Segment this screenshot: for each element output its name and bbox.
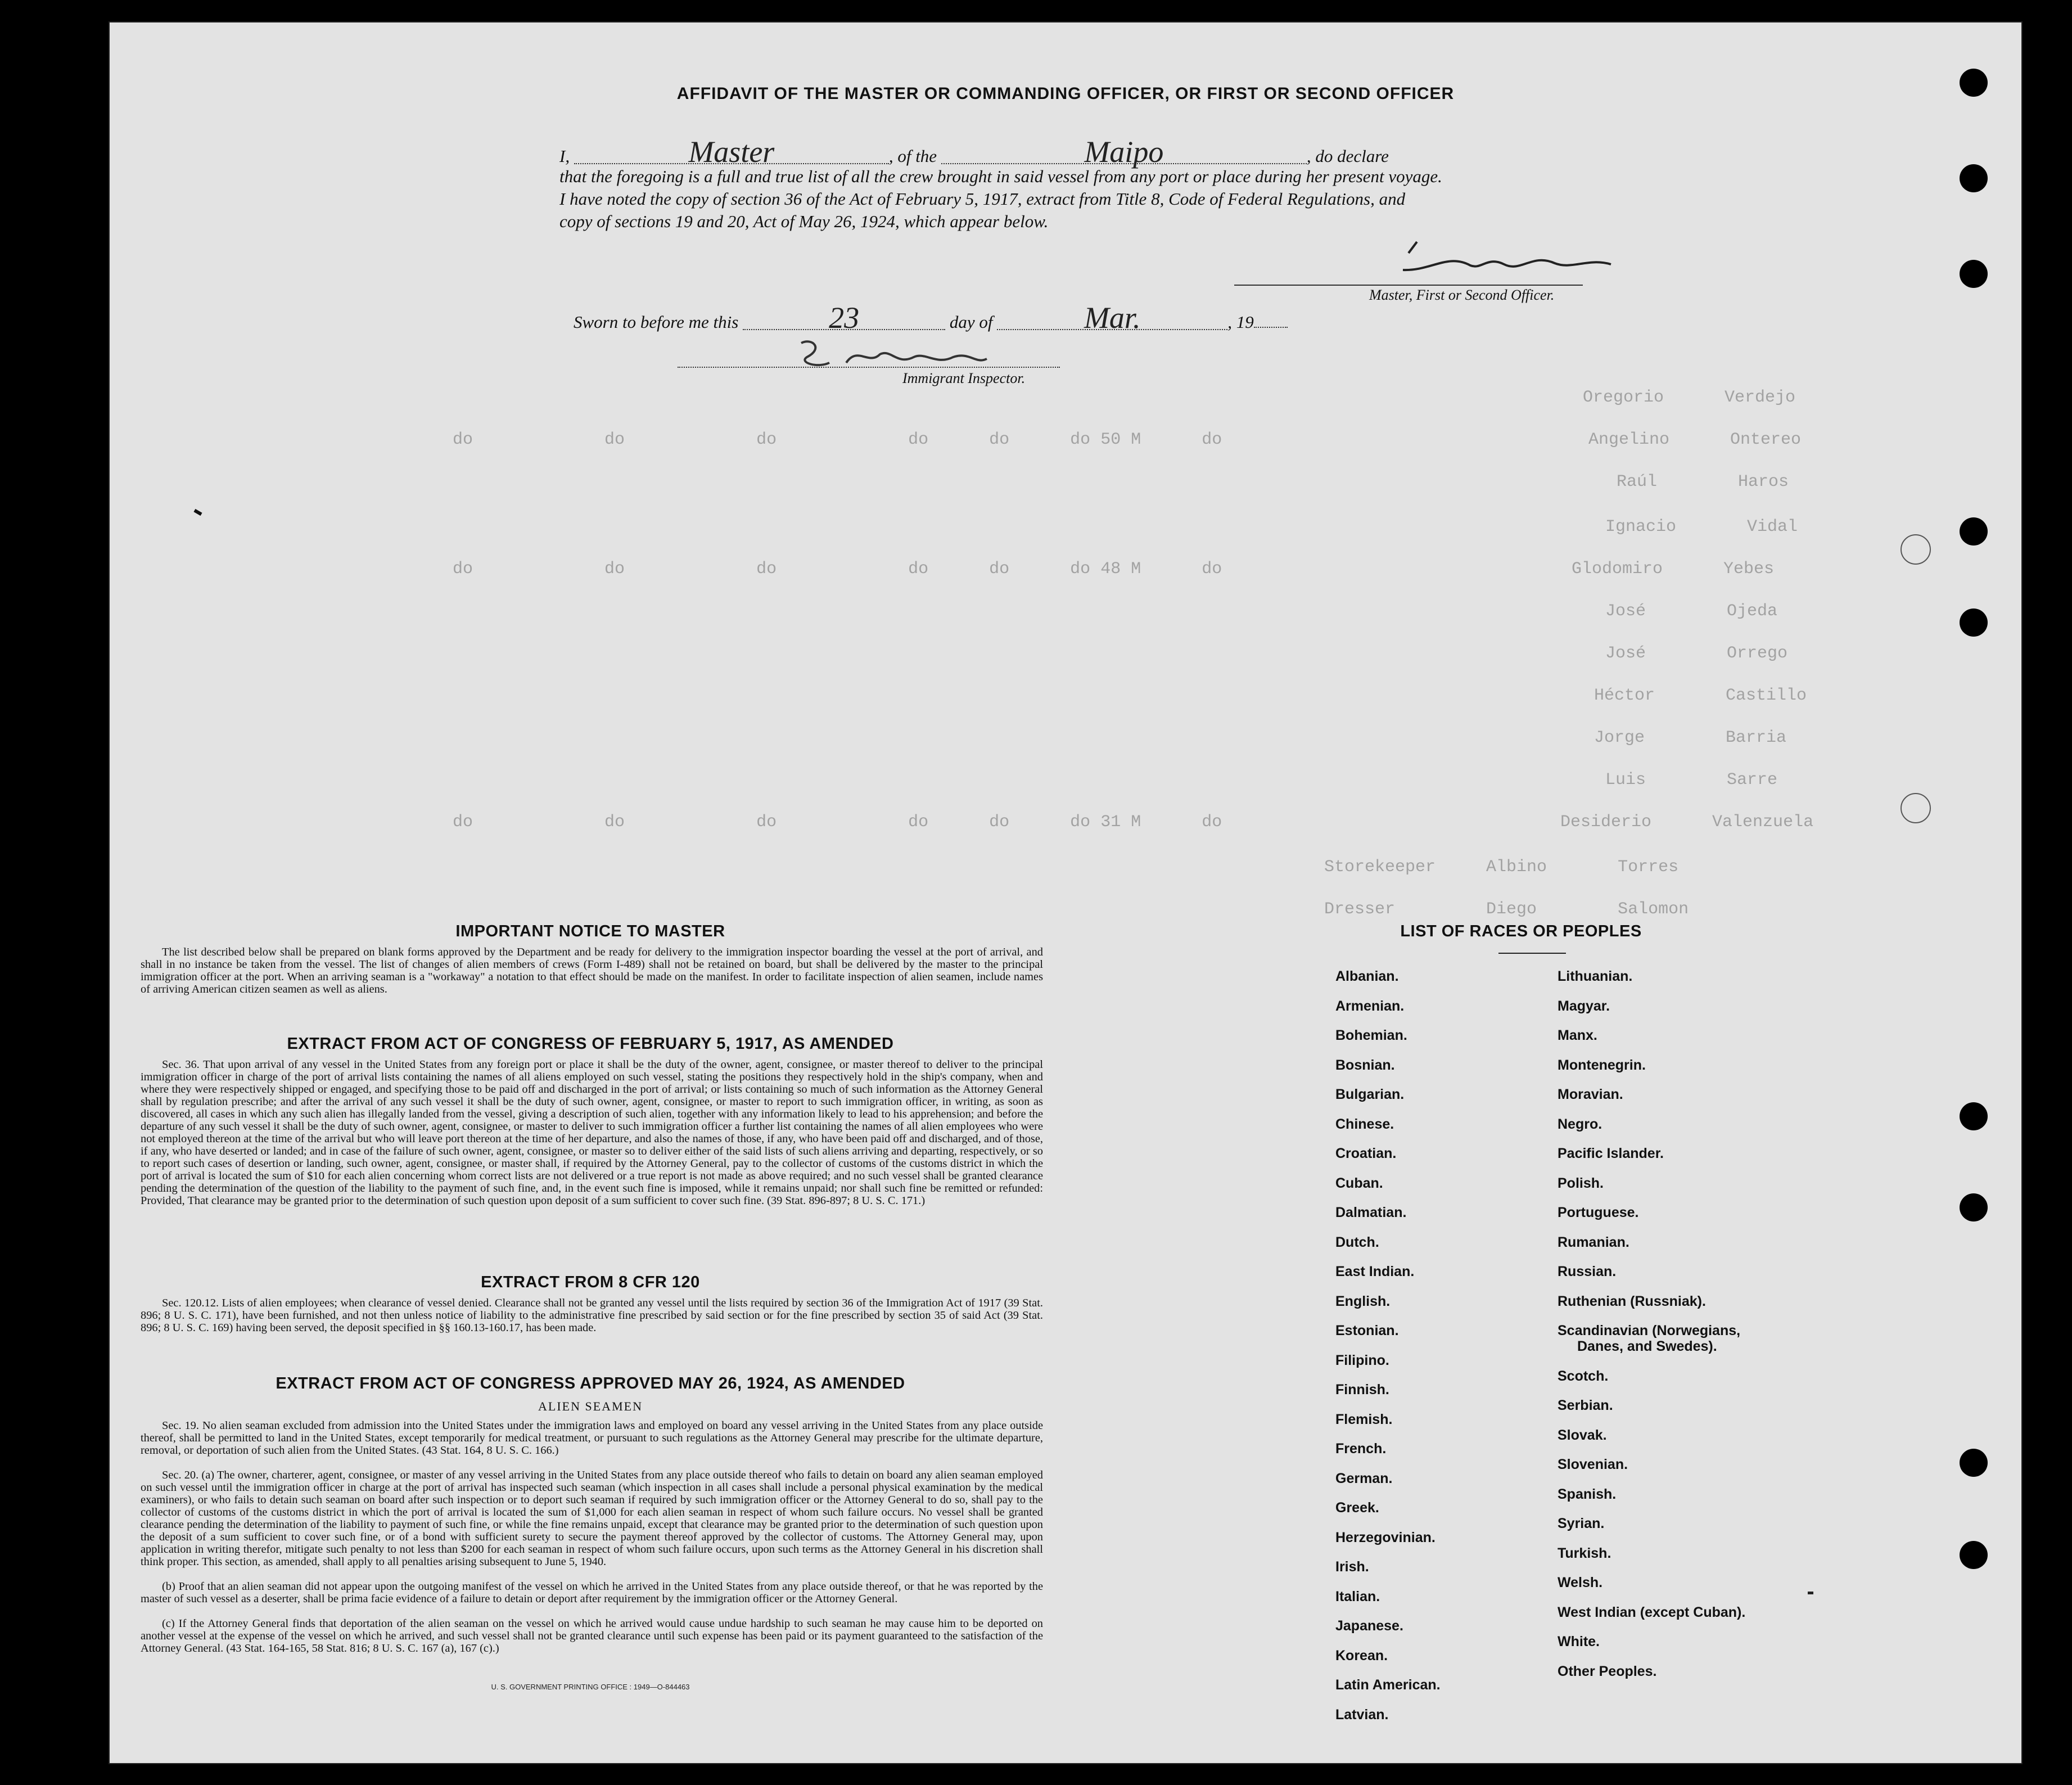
race-item: Bulgarian. [1335, 1087, 1405, 1102]
race-item: Danes, and Swedes). [1577, 1338, 1717, 1354]
binder-hole [1960, 69, 1988, 97]
ink-mark [193, 509, 202, 516]
race-item: Polish. [1558, 1175, 1604, 1191]
extract-1924-sec19: Sec. 19. No alien seaman excluded from admission into the United States under the immigration laws and employed on board any vessel arriving in the United States from any place outside thereof, shall be permitted to land in the United States, except temporarily for medical treatment, or pursuant to such regulations as the Attorney General may prescribe for the ultimate departure, removal, or deportation of such alien from the United States. (43 Stat. 164, 8 U. S. C. 166.) [141, 1419, 1043, 1457]
race-item: Latin American. [1335, 1677, 1441, 1693]
bleed-through-text: Jorge Barria [1594, 728, 1787, 747]
race-item: Italian. [1335, 1588, 1380, 1604]
race-item: Finnish. [1335, 1382, 1389, 1398]
of-the-label: , of the [888, 146, 937, 166]
bleed-through-text: Storekeeper Albino Torres [1324, 858, 1679, 877]
inspector-caption: Immigrant Inspector. [902, 370, 1026, 386]
extract-1924-sec20c: (c) If the Attorney General finds that deportation of the alien seaman on the vessel on which he arrived would cause undue hardship to such seaman he may cause him to be deported on another vessel at the expense of the vessel on which he arrived, and such vessel shall not be granted clearance until such expense has been paid or its payment guaranteed to the satisfaction of the Attorney General. (43 Stat. 164-165, 58 Stat. 816; 8 U. S. C. 167 (a), 167 (c).) [141, 1617, 1043, 1655]
race-item: Armenian. [1335, 998, 1405, 1014]
race-item: Scandinavian (Norwegians, [1558, 1323, 1741, 1338]
extract-1917-text: Sec. 36. That upon arrival of any vessel in the United States from any foreign port or place it shall be the duty of the owner, agent, consignee, or master thereof to deliver to the principal immigration officer in charge of the port of arrival lists containing the names of all aliens employed on such vessel, stating the positions they respectively hold in the ship's company, when and where they were respectively shipped or engaged, and specifying those to be paid off and discharged in the port of arrival; or lists containing so much of such information as the Attorney General shall by regulation prescribe; and after the arrival of any such vessel it shall be the duty of such owner, agent, consignee, or master to report to such immigration officer, in writing, as soon as discovered, all cases in which any such alien has illegally landed from the vessel, giving a description of such alien, together with any information likely to lead to his apprehension; and before the departure of any such vessel it shall be the duty of such owner, agent, consignee, or master to deliver to such immigration officer a further list containing the names of all alien employees who were not employed thereon at the time of the arrival but who will leave port thereon at the time of her departure, and also the names of those, if any, who have been paid off and discharged, and of those, if any, who have deserted or landed; and in case of the failure of such owner, agent, consignee, or master so to deliver either of the said lists of such aliens arriving and departing, respectively, or so to report such cases of desertion or landing, such owner, agent, consignee, or master shall, if required by the Attorney General, pay to the collector of customs of the customs district in which the port of arrival is located the sum of $10 for each alien concerning whom correct lists are not delivered or a true report is not made as above required; and no such vessel shall be granted clearance pending the determination of the question of the liability to the payment of such fine, and, in the event such fine is imposed, while it remains unpaid; nor shall such fine be remitted or refunded: Provided, That clearance may be granted prior to the determination of such question upon deposit of a sum sufficient to cover such fine. (39 Stat. 896-897; 8 U. S. C. 171.) [141, 1058, 1043, 1207]
master-caption: Master, First or Second Officer. [1369, 287, 1555, 303]
day-field[interactable]: 23 [743, 306, 945, 330]
race-item: Greek. [1335, 1500, 1379, 1516]
binder-hole [1960, 1193, 1988, 1221]
binder-hole [1960, 1541, 1988, 1569]
race-item: French. [1335, 1441, 1387, 1457]
bleed-through-text: Oregorio Verdejo [1583, 388, 1796, 407]
race-item: Russian. [1558, 1264, 1617, 1279]
bleed-through-text: Angelino Ontereo [1588, 430, 1802, 449]
declaration-line-3: I have noted the copy of section 36 of the Act of February 5, 1917, extract from Title 8, Code of Federal Regulations, and [559, 189, 1406, 209]
binder-hole [1960, 260, 1988, 288]
race-item: Cuban. [1335, 1175, 1383, 1191]
race-item: Bosnian. [1335, 1057, 1395, 1073]
ink-mark [1808, 1592, 1813, 1594]
year-field[interactable] [1254, 327, 1288, 328]
extract-cfr-title: EXTRACT FROM 8 CFR 120 [481, 1273, 700, 1291]
race-item: Latvian. [1335, 1706, 1389, 1723]
race-item: Syrian. [1558, 1516, 1605, 1531]
race-item: English. [1335, 1293, 1391, 1309]
bleed-through-text: Héctor Castillo [1594, 686, 1807, 705]
race-item: Other Peoples. [1558, 1663, 1657, 1679]
notice-title: IMPORTANT NOTICE TO MASTER [455, 922, 725, 940]
race-item: Ruthenian (Russniak). [1558, 1293, 1706, 1309]
bleed-through-text: do do do do do do 48 M do [453, 560, 1222, 579]
printer-imprint: U. S. GOVERNMENT PRINTING OFFICE : 1949—O-844463 [491, 1683, 690, 1691]
binder-hole [1960, 517, 1988, 546]
manifest-page [110, 22, 2021, 1763]
race-item: Chinese. [1335, 1116, 1394, 1132]
races-title-rule [1498, 953, 1566, 954]
race-item: Serbian. [1558, 1398, 1613, 1413]
bleed-through-text: do do do do do do 31 M do [453, 813, 1222, 832]
name-field[interactable]: Master [574, 141, 889, 164]
bleed-through-text: Luis Sarre [1605, 770, 1778, 790]
race-item: Negro. [1558, 1116, 1602, 1132]
race-item: Spanish. [1558, 1486, 1617, 1502]
race-item: Dutch. [1335, 1234, 1379, 1250]
extract-1924-title: EXTRACT FROM ACT OF CONGRESS APPROVED MAY 26, 1924, AS AMENDED [276, 1374, 905, 1392]
race-item: Slovak. [1558, 1427, 1607, 1443]
bleed-through-text: Glodomiro Yebes [1572, 560, 1775, 579]
year-label: , 19 [1227, 312, 1254, 332]
race-item: Filipino. [1335, 1352, 1389, 1368]
race-item: Rumanian. [1558, 1234, 1629, 1250]
race-item: Estonian. [1335, 1323, 1399, 1338]
binder-hole-ring [1901, 793, 1931, 823]
race-item: Korean. [1335, 1647, 1388, 1664]
bleed-through-text: do do do do do do 50 M do [453, 430, 1222, 449]
inspector-signature-line [678, 367, 1060, 368]
bleed-through-text: José Orrego [1605, 644, 1788, 663]
race-item: Japanese. [1335, 1618, 1403, 1634]
race-item: Welsh. [1558, 1575, 1603, 1590]
binder-hole [1960, 608, 1988, 637]
binder-hole [1960, 164, 1988, 192]
race-item: Portuguese. [1558, 1205, 1639, 1220]
race-item: German. [1335, 1470, 1393, 1486]
races-title: LIST OF RACES OR PEOPLES [1400, 922, 1642, 940]
notice-text: The list described below shall be prepared on blank forms approved by the Department and be ready for delivery to the immigration inspector boarding the vessel at the port of arrival, and shall in no instance be taken from the vessel. The list of changes of alien members of crews (Form I-489) shall not be retained on board, but shall be delivered by the master to the principal immigration officer at the port. When an arriving seaman is a "workaway" a notation to that effect should be made on the manifest. In order to facilitate inspection of alien seamen, include names of arriving American citizen seamen as well as aliens. [141, 946, 1043, 995]
master-signature-line [1234, 285, 1583, 286]
race-item: Flemish. [1335, 1411, 1393, 1427]
sworn-line [574, 301, 1726, 335]
bleed-through-text: Dresser Diego Salomon [1324, 900, 1689, 919]
race-item: Herzegovinian. [1335, 1529, 1435, 1545]
race-item: Albanian. [1335, 968, 1399, 984]
declaration-line-1 [559, 135, 1712, 169]
bleed-through-text: Raúl Haros [1617, 472, 1789, 492]
race-item: White. [1558, 1634, 1600, 1649]
vessel-field[interactable]: Maipo [941, 141, 1307, 164]
race-item: Croatian. [1335, 1146, 1397, 1161]
extract-1924-subtitle: ALIEN SEAMEN [538, 1399, 643, 1413]
bleed-through-text: Desiderio Valenzuela [1560, 813, 1814, 832]
race-item: Moravian. [1558, 1087, 1623, 1102]
race-item: Scotch. [1558, 1368, 1609, 1384]
race-item: East Indian. [1335, 1264, 1415, 1279]
race-item: Irish. [1335, 1559, 1369, 1575]
race-item: Montenegrin. [1558, 1057, 1646, 1073]
do-declare-label: , do declare [1306, 146, 1389, 166]
race-item: West Indian (except Cuban). [1558, 1604, 1746, 1620]
sworn-label: Sworn to before me this [574, 312, 739, 332]
i-label: I, [559, 146, 570, 166]
race-item: Slovenian. [1558, 1457, 1628, 1472]
binder-hole [1960, 1102, 1988, 1130]
master-signature [1386, 231, 1678, 287]
race-item: Pacific Islander. [1558, 1146, 1664, 1161]
bleed-through-text: José Ojeda [1605, 602, 1778, 621]
declaration-line-4: copy of sections 19 and 20, Act of May 26, 1924, which appear below. [559, 211, 1049, 231]
extract-1917-title: EXTRACT FROM ACT OF CONGRESS OF FEBRUARY 5, 1917, AS AMENDED [287, 1035, 894, 1053]
race-item: Magyar. [1558, 998, 1610, 1014]
race-item: Dalmatian. [1335, 1205, 1407, 1220]
extract-cfr-text: Sec. 120.12. Lists of alien employees; when clearance of vessel denied. Clearance shall not be granted any vessel until the lists required by section 36 of the Immigration Act of 1917 (39 Stat. 896; 8 U. S. C. 171), have been furnished, and not then unless notice of liability to the administrative fine prescribed by said section or for the fine prescribed by section 35 of said Act (39 Stat. 896; 8 U. S. C. 169) having been served, the deposit specified in §§ 160.13-160.17, has been made. [141, 1297, 1043, 1334]
affidavit-title: AFFIDAVIT OF THE MASTER OR COMMANDING OFFICER, OR FIRST OR SECOND OFFICER [676, 84, 1455, 103]
binder-hole [1960, 1449, 1988, 1477]
day-of-label: day of [949, 312, 993, 332]
binder-hole-ring [1901, 534, 1931, 565]
extract-1924-sec20a: Sec. 20. (a) The owner, charterer, agent, consignee, or master of any vessel arriving in the United States from any place outside thereof who fails to detain on board any alien seaman employed on such vessel until the immigration officer in charge at the port of arrival has inspected such seaman (which inspection in all cases shall include a personal physical examination by the medical examiners), or who fails to detain such seaman on board after such inspection or to deport such seaman if required by such immigration officer or the Attorney General to do so, shall pay to the collector of customs of the customs district in which the port of arrival is located the sum of $1,000 for each alien seaman in respect of whom such failure occurs. No vessel shall be granted clearance pending the determination of the liability to payment of such fine, or while the fine remains unpaid, except that clearance may be granted prior to the determination of such question upon the deposit of a sum sufficient to cover such fine, or of a bond with sufficient surety to secure the payment thereof approved by the collector of customs. The Attorney General may, upon application in writing therefor, mitigate such penalty to not less than $200 for each seaman in respect of whom such failure occurs, upon such terms as the Attorney General in his discretion shall think proper. This section, as amended, shall apply to all penalties arising subsequent to June 5, 1940. [141, 1469, 1043, 1568]
bleed-through-text: Ignacio Vidal [1605, 517, 1798, 537]
race-item: Bohemian. [1335, 1027, 1407, 1043]
race-item: Lithuanian. [1558, 968, 1633, 984]
extract-1924-sec20b: (b) Proof that an alien seaman did not appear upon the outgoing manifest of the vessel on which he arrived in the United States from any place outside thereof, or that he was reported by the master of such vessel as a deserter, shall be prima facie evidence of a failure to detain or deport after requirement by the immigration officer or the Attorney General. [141, 1580, 1043, 1605]
race-item: Turkish. [1558, 1545, 1611, 1561]
month-field[interactable]: Mar. [997, 306, 1227, 330]
race-item: Manx. [1558, 1027, 1597, 1043]
declaration-line-2: that the foregoing is a full and true list of all the crew brought in said vessel from any port or place during her present voyage. [559, 166, 1442, 186]
